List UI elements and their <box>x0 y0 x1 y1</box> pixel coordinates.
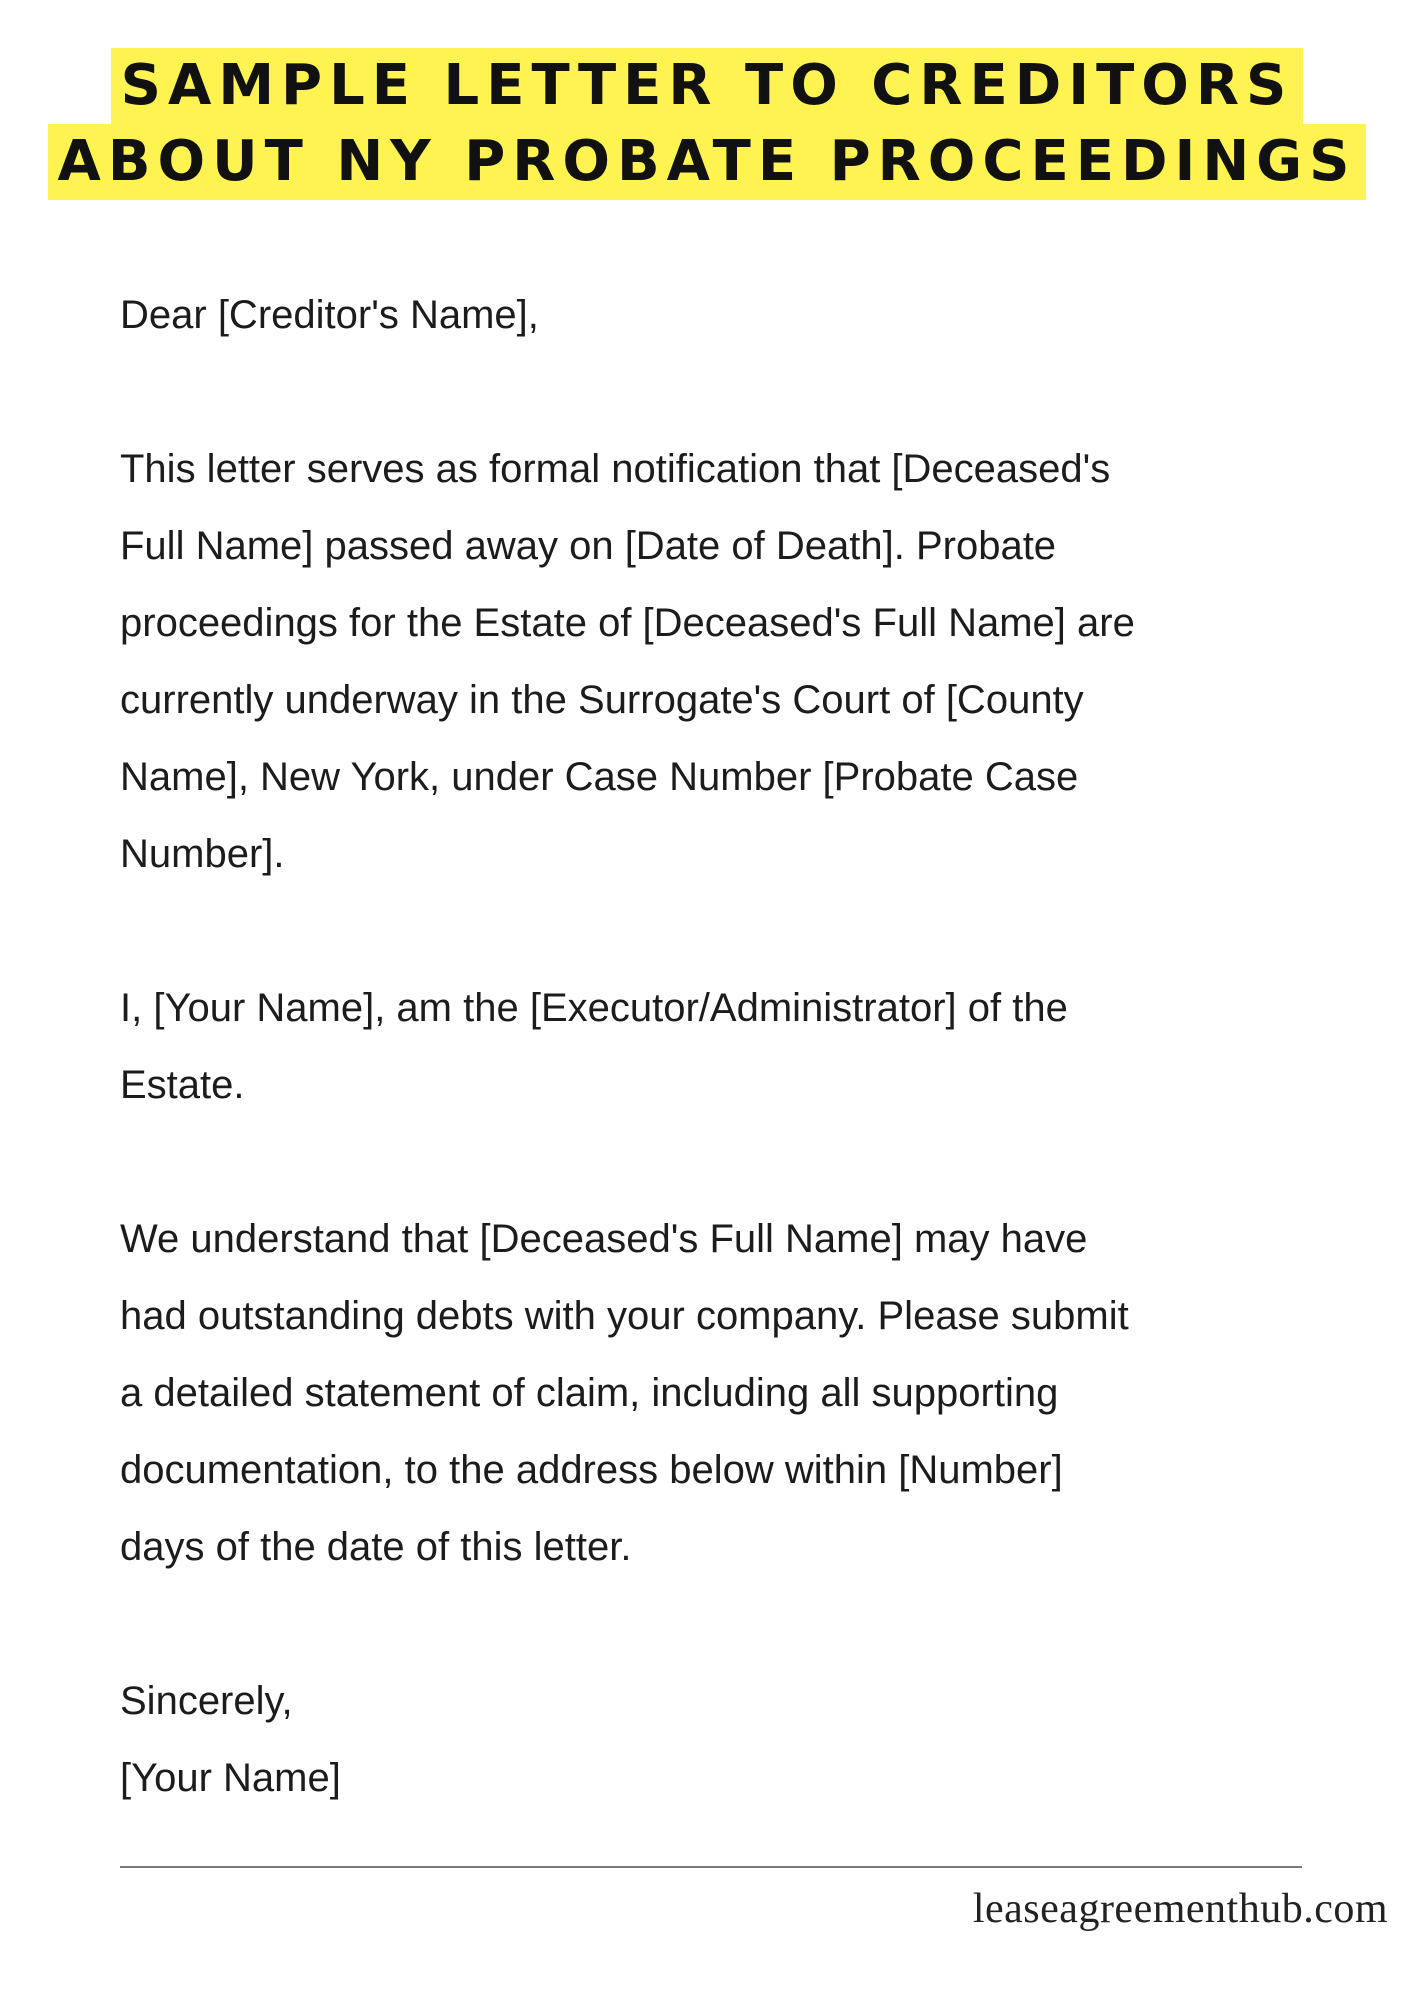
sign-off <box>120 1663 1360 1817</box>
closing: Sincerely, <box>120 1679 293 1723</box>
title-line-1: SAMPLE LETTER TO CREDITORS <box>111 48 1304 124</box>
footer-website: leaseagreementhub.com <box>972 1886 1388 1932</box>
paragraph-executor: I, [Your Name], am the [Executor/Administrator] of the Estate. <box>120 986 1068 1107</box>
paragraph-notification: This letter serves as formal notification that [Deceased's Full Name] passed away on [Date of Death]. Probate proceedings for the Estate of [Deceased's Full Name] are currently underway in the Surrogate's Court of [County Name], New York, under Case Number [Probate Case Number]. <box>120 447 1135 876</box>
paragraph-claims-request: We understand that [Deceased's Full Name] may have had outstanding debts with your company. Please submit a detailed statement of claim, including all supporting documentation, to the address below within [Number] days of the date of this letter. <box>120 1217 1129 1569</box>
signature-name: [Your Name] <box>120 1756 341 1800</box>
letter-body <box>120 277 1360 1817</box>
footer-divider <box>120 1866 1302 1868</box>
title-line-2: ABOUT NY PROBATE PROCEEDINGS <box>48 124 1367 200</box>
salutation: Dear [Creditor's Name], <box>120 293 539 337</box>
document-title <box>0 48 1414 200</box>
